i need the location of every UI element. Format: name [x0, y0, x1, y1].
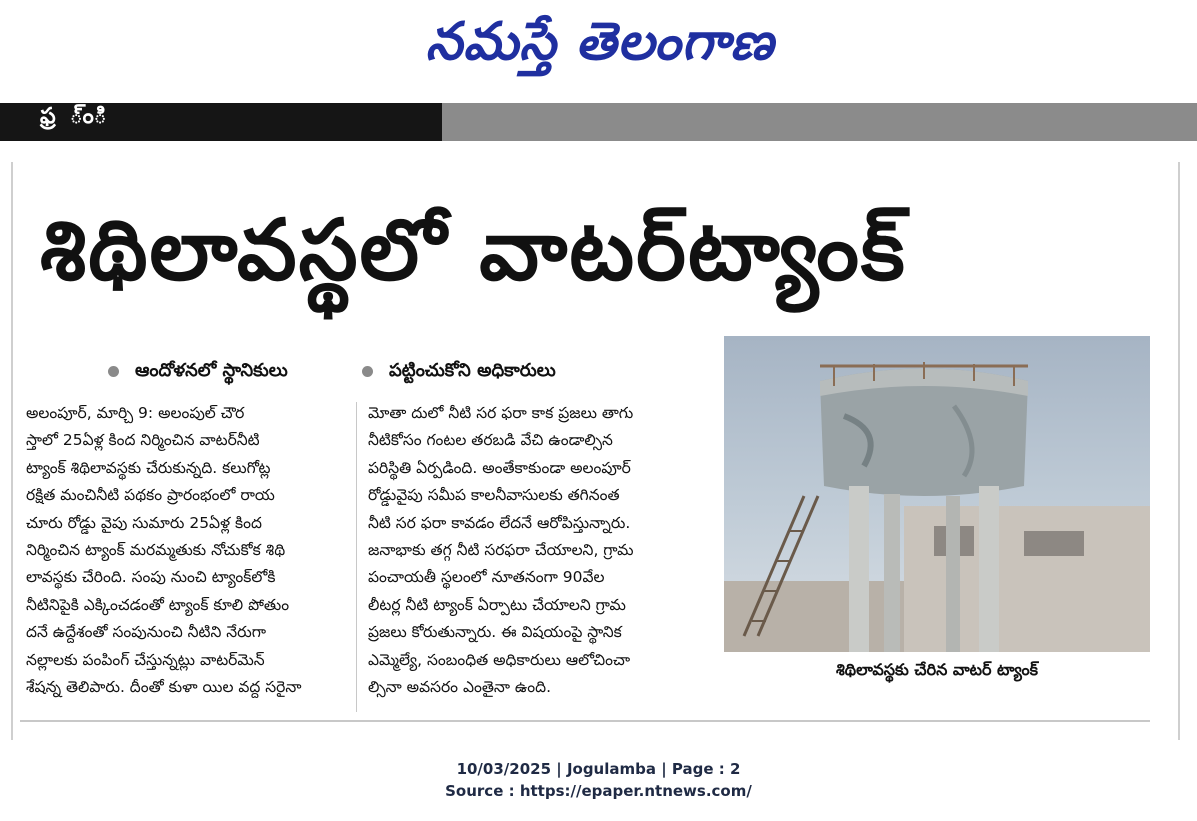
article-column-1 [26, 400, 346, 715]
footer-date-edition: 10/03/2025 | Jogulamba | Page : 2 [456, 760, 741, 778]
column-line: లీటర్ల నీటి ట్యాంక్ ఏర్పాటు చేయాలని గ్రామ [368, 595, 626, 614]
masthead [0, 0, 1197, 100]
column-line: స్తాలో 25ఏళ్ల కింద నిర్మించిన వాటర్‌నీటి [26, 431, 260, 450]
column-line: పరిస్థితి ఏర్పడింది. అంతేకాకుండా అలంపూర్ [368, 458, 631, 477]
column-line: దనే ఉద్దేశంతో సంపునుంచి నీటిని నేరుగా [26, 623, 266, 642]
bottom-divider [20, 720, 1150, 722]
column-line: పంచాయతీ స్థలంలో నూతనంగా 90వేల [368, 568, 605, 587]
column-line: మోతా దులో నీటి సర ఫరా కాక ప్రజలు తాగు [368, 404, 634, 422]
column-line: నిర్మించిన ట్యాంక్ మరమ్మతుకు నోచుకోక శిథి [26, 541, 286, 560]
subhead-2 [362, 360, 556, 385]
water-tank-illustration [724, 336, 1150, 652]
column-line: రక్షిత మంచినీటి పథకం ప్రారంభంలో రాయ [26, 486, 275, 505]
photo-caption: శిథిలావస్థకు చేరిన వాటర్ ట్యాంక్ [836, 660, 1038, 679]
subhead-1 [108, 360, 288, 385]
column-line: నల్లాలకు పంపింగ్ చేస్తున్నట్లు వాటర్‌మెన్ [26, 650, 265, 669]
column-line: ట్యాంక్ శిథిలావస్థకు చేరుకున్నది. కలుగోట్ల [26, 458, 271, 477]
bullet-icon [108, 366, 119, 377]
column-line: నీటినిపైకి ఎక్కించడంతో ట్యాంక్ కూలి పోతుం [26, 595, 290, 614]
column-divider [356, 402, 357, 712]
column-line: అలంపూర్, మార్చి 9: అలంపుల్ చౌర [26, 404, 245, 422]
subhead-1-text: ఆందోళనలో స్థానికులు [135, 360, 288, 381]
article-headline: శిథిలావస్థలో వాటర్‌ట్యాంక్ [40, 201, 907, 299]
column-line: చూరు రోడ్డు వైపు సుమారు 25ఏళ్ల కింద [26, 513, 262, 532]
column-line: శేషన్న తెలిపారు. దీంతో కుళా యిల వద్ద సరైనా [26, 678, 302, 697]
column-line: జనాభాకు తగ్గ నీటి సరఫరా చేయాలని, గ్రామ [368, 541, 634, 560]
column-line: ల్సినా అవసరం ఎంతైనా ఉంది. [368, 678, 552, 697]
column-line: రోడ్డువైపు సమీప కాలనీవాసులకు తగినంత [368, 486, 620, 505]
subhead-2-text: పట్టించుకోని అధికారులు [389, 360, 556, 381]
article-column-2 [368, 400, 688, 715]
column-line: నీటికోసం గంటల తరబడి వేచి ఉండాల్సిన [368, 431, 613, 450]
bullet-icon [362, 366, 373, 377]
section-band-label: ఫ్ర ్ంి [40, 104, 115, 129]
column-line: నీటి సర ఫరా కావడం లేదనే ఆరోపిస్తున్నారు. [368, 513, 631, 532]
footer-source: Source : https://epaper.ntnews.com/ [445, 782, 752, 800]
column-line: ఎమ్మెల్యే, సంబంధిత అధికారులు ఆలోచించా [368, 650, 631, 669]
section-band-gray [442, 103, 1197, 141]
water-tank-photo [724, 336, 1150, 652]
column-line: ప్రజలు కోరుతున్నారు. ఈ విషయంపై స్థానిక [368, 623, 622, 642]
newspaper-logo: నమస్తే తెలంగాణ [425, 11, 775, 72]
column-line: లావస్థకు చేరింది. సంపు నుంచి ట్యాంక్‌లోకి [26, 568, 276, 587]
